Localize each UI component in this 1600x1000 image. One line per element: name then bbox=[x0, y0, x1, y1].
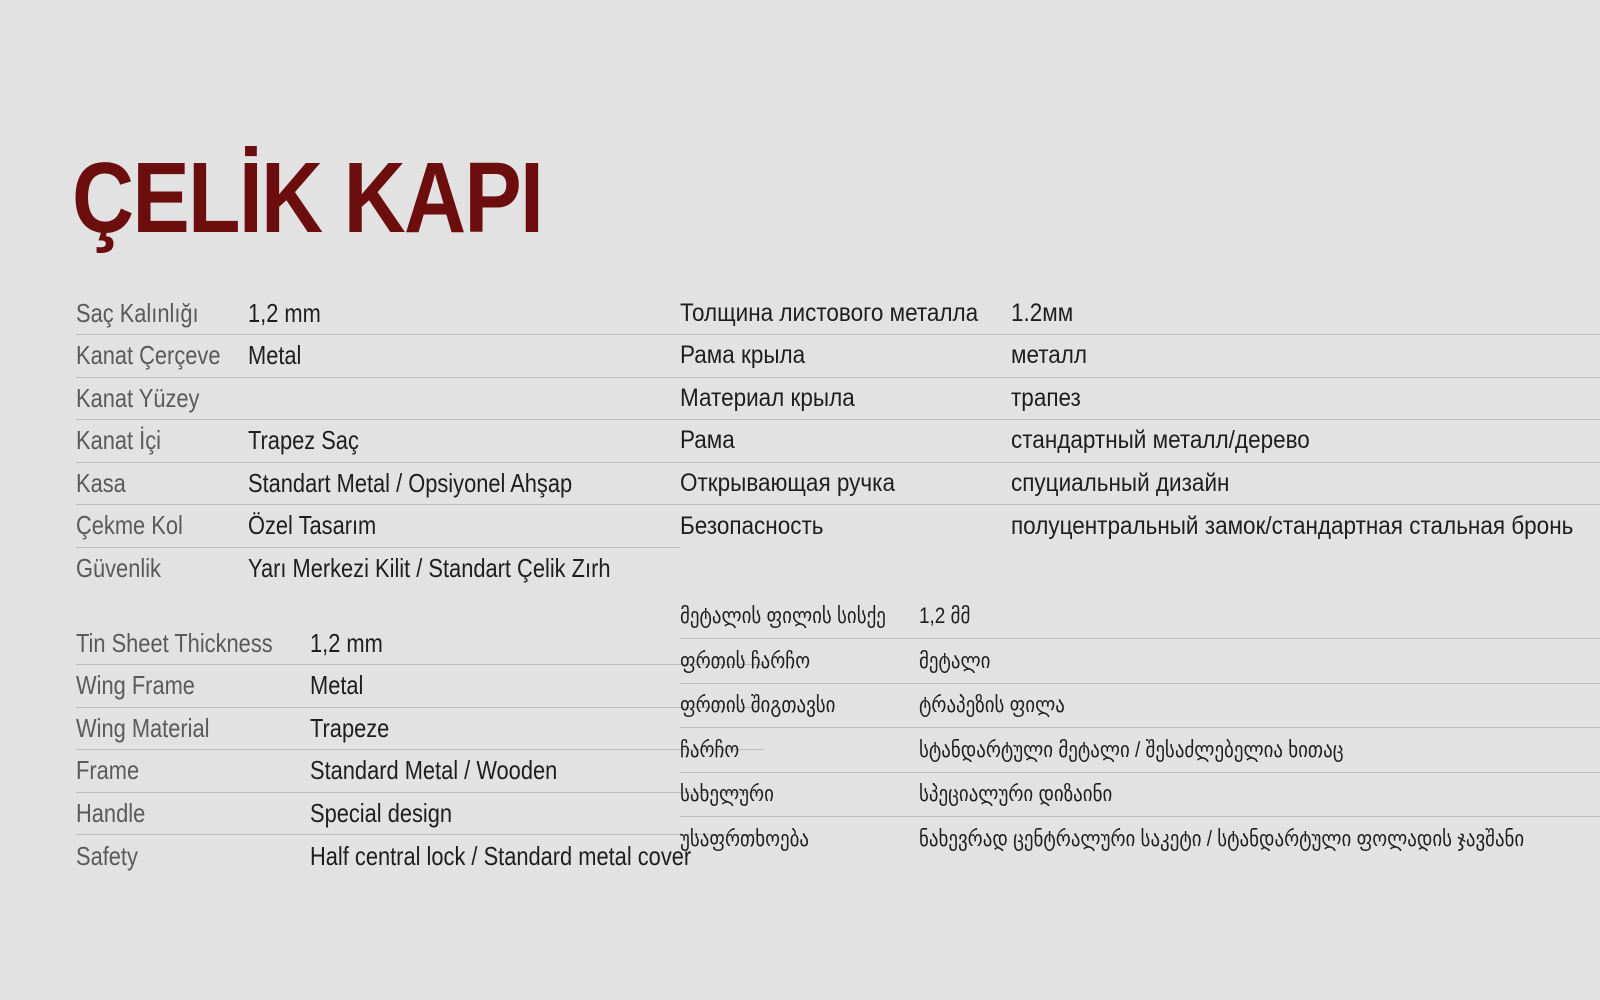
spec-row bbox=[76, 665, 764, 708]
spec-value: Standart Metal / Opsiyonel Ahşap bbox=[247, 467, 573, 498]
spec-label: Frame bbox=[76, 755, 140, 786]
spec-value: Trapeze bbox=[310, 712, 390, 743]
spec-row bbox=[76, 792, 764, 835]
spec-label: Открывающая ручка bbox=[680, 468, 895, 497]
spec-label: Толщина листового металла bbox=[680, 298, 979, 327]
spec-value: სპეციალური დიზაინი bbox=[919, 781, 1113, 807]
spec-label: Wing Frame bbox=[76, 670, 195, 701]
spec-label-cell bbox=[680, 335, 1011, 378]
spec-value-cell bbox=[248, 505, 680, 548]
spec-value: Half central lock / Standard metal cover bbox=[310, 840, 692, 871]
spec-value-cell bbox=[1011, 292, 1600, 335]
spec-label-cell bbox=[76, 707, 310, 750]
spec-value: სტანდარტული მეტალი / შესაძლებელია ხითაც bbox=[919, 736, 1344, 762]
spec-label: Kasa bbox=[76, 467, 126, 498]
spec-row bbox=[76, 707, 764, 750]
spec-row bbox=[76, 420, 680, 463]
spec-label-cell bbox=[76, 420, 248, 463]
spec-label-cell bbox=[680, 594, 919, 639]
spec-value-cell bbox=[919, 817, 1600, 862]
spec-label: Güvenlik bbox=[76, 553, 161, 583]
spec-row bbox=[680, 335, 1600, 378]
spec-table-russian bbox=[680, 292, 1600, 547]
spec-value: спуциальный дизайн bbox=[1011, 468, 1230, 497]
spec-value: ნახევრად ცენტრალური საკეტი / სტანდარტული ფოლადის ჯავშანი bbox=[919, 826, 1525, 851]
spec-value: Standard Metal / Wooden bbox=[310, 755, 558, 786]
spec-label-cell bbox=[680, 728, 919, 773]
spec-row bbox=[680, 505, 1600, 548]
spec-label-cell bbox=[680, 292, 1011, 335]
spec-label-cell bbox=[76, 665, 310, 708]
spec-value-cell bbox=[1011, 505, 1600, 548]
spec-value-cell bbox=[1011, 462, 1600, 505]
spec-row bbox=[76, 377, 680, 420]
spec-label: ფრთის შიგთავსი bbox=[680, 692, 836, 718]
spec-value-cell bbox=[919, 639, 1600, 684]
spec-value-cell bbox=[919, 683, 1600, 728]
spec-value: полуцентральный замок/стандартная стальная бронь bbox=[1011, 511, 1574, 540]
spec-row bbox=[680, 639, 1600, 684]
spec-label-cell bbox=[680, 683, 919, 728]
spec-value: Yarı Merkezi Kilit / Standart Çelik Zırh bbox=[247, 553, 611, 583]
spec-value-cell bbox=[919, 594, 1600, 639]
spec-label-cell bbox=[680, 772, 919, 817]
spec-value-cell bbox=[1011, 420, 1600, 463]
spec-label: Tin Sheet Thickness bbox=[76, 627, 273, 658]
spec-label-cell bbox=[680, 505, 1011, 548]
spec-label: უსაფრთხოება bbox=[680, 826, 809, 851]
spec-label-cell bbox=[680, 420, 1011, 463]
spec-label-cell bbox=[680, 817, 919, 862]
spec-label: Kanat Yüzey bbox=[76, 382, 200, 413]
spec-row bbox=[76, 505, 680, 548]
spec-value: 1.2мм bbox=[1011, 298, 1074, 327]
spec-label: მეტალის ფილის სისქე bbox=[680, 603, 886, 628]
spec-label-cell bbox=[680, 639, 919, 684]
spec-label-cell bbox=[76, 835, 310, 878]
spec-value: Metal bbox=[247, 340, 302, 371]
spec-row bbox=[76, 335, 680, 378]
spec-label: Kanat Çerçeve bbox=[76, 340, 221, 371]
spec-label: სახელური bbox=[680, 781, 774, 807]
spec-table-georgian bbox=[680, 594, 1600, 861]
spec-value-cell bbox=[248, 420, 680, 463]
spec-value-cell bbox=[919, 728, 1600, 773]
spec-row bbox=[680, 683, 1600, 728]
spec-table-turkish bbox=[76, 292, 680, 590]
spec-label-cell bbox=[76, 335, 248, 378]
spec-row bbox=[680, 462, 1600, 505]
spec-value: ტრაპეზის ფილა bbox=[919, 692, 1066, 718]
spec-value: стандартный металл/дерево bbox=[1011, 426, 1311, 455]
spec-value-cell bbox=[248, 462, 680, 505]
spec-value-cell bbox=[1011, 335, 1600, 378]
spec-row bbox=[680, 594, 1600, 639]
spec-label-cell bbox=[76, 547, 248, 590]
spec-value: Special design bbox=[310, 797, 453, 828]
spec-label: Материал крыла bbox=[680, 383, 855, 412]
spec-row bbox=[76, 835, 764, 878]
spec-label-cell bbox=[76, 377, 248, 420]
spec-label: Çekme Kol bbox=[76, 510, 183, 541]
spec-label-cell bbox=[76, 292, 248, 335]
spec-value: Trapez Saç bbox=[247, 425, 359, 456]
spec-row bbox=[680, 420, 1600, 463]
spec-row bbox=[76, 750, 764, 793]
spec-label: Handle bbox=[76, 797, 146, 828]
spec-value-cell bbox=[248, 335, 680, 378]
spec-label: Kanat İçi bbox=[76, 425, 161, 456]
spec-value: 1,2 mm bbox=[247, 297, 321, 328]
spec-value: 1,2 mm bbox=[310, 627, 383, 658]
spec-label: ფრთის ჩარჩო bbox=[680, 647, 811, 673]
spec-label-cell bbox=[76, 462, 248, 505]
spec-value: 1,2 მმ bbox=[919, 603, 971, 628]
spec-row bbox=[76, 462, 680, 505]
spec-label: Safety bbox=[76, 840, 138, 871]
spec-value: трапез bbox=[1011, 383, 1082, 412]
spec-label-cell bbox=[76, 622, 310, 665]
spec-label-cell bbox=[76, 750, 310, 793]
spec-value-cell bbox=[248, 292, 680, 335]
spec-value: Metal bbox=[310, 670, 364, 701]
spec-row bbox=[680, 377, 1600, 420]
spec-value-cell bbox=[919, 772, 1600, 817]
spec-label-cell bbox=[680, 377, 1011, 420]
spec-label: Безопасность bbox=[680, 511, 824, 540]
spec-value-cell bbox=[248, 377, 680, 420]
spec-label-cell bbox=[680, 462, 1011, 505]
spec-row bbox=[680, 772, 1600, 817]
spec-row bbox=[76, 547, 680, 590]
spec-value: მეტალი bbox=[919, 647, 991, 673]
spec-table-english bbox=[76, 622, 764, 877]
page-title: ÇELİK KAPI bbox=[72, 142, 543, 254]
spec-label: Рама крыла bbox=[680, 341, 806, 370]
spec-value: Özel Tasarım bbox=[247, 510, 377, 541]
spec-label: Рама bbox=[680, 426, 735, 455]
spec-row bbox=[680, 728, 1600, 773]
spec-label-cell bbox=[76, 792, 310, 835]
spec-value-cell bbox=[248, 547, 680, 590]
spec-row bbox=[76, 622, 764, 665]
spec-label-cell bbox=[76, 505, 248, 548]
spec-label: ჩარჩო bbox=[680, 736, 740, 762]
spec-row bbox=[680, 292, 1600, 335]
spec-label: Wing Material bbox=[76, 712, 210, 743]
spec-value-cell bbox=[1011, 377, 1600, 420]
spec-value: металл bbox=[1011, 341, 1088, 370]
spec-row bbox=[76, 292, 680, 335]
spec-row bbox=[680, 817, 1600, 862]
spec-label: Saç Kalınlığı bbox=[76, 297, 199, 328]
